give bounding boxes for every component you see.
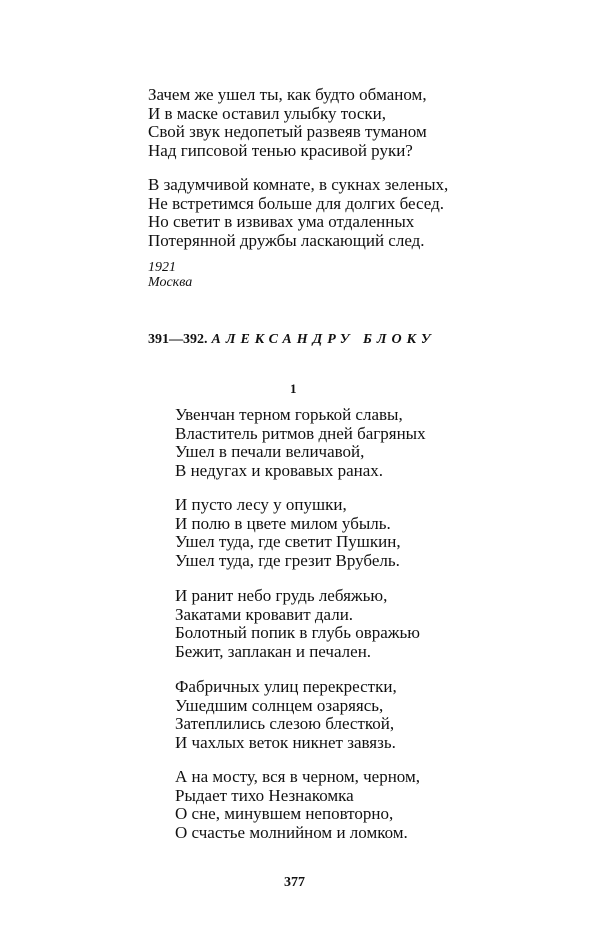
poem-line: Ушел в печали величавой, [175, 442, 365, 461]
poem-stanza [148, 176, 448, 250]
poem-stanza [175, 496, 401, 570]
poem-line: Зачем же ушел ты, как будто обманом, [148, 85, 427, 104]
poem-line: О счастье молнийном и ломком. [175, 822, 408, 842]
page-number: 377 [284, 875, 305, 890]
poem-line: И в маске оставил улыбку тоски, [148, 103, 387, 123]
poem-line: Потерянной дружбы ласкающий след. [148, 230, 425, 250]
poem-stanza [175, 768, 420, 842]
poem-line: Ушел туда, где грезит Врубель. [175, 550, 400, 570]
poem-line: И ранит небо грудь лебяжью, [175, 586, 388, 605]
poem-line: Болотный попик в глубь овражью [175, 623, 420, 642]
poem-line: И чахлых веток никнет завязь. [175, 732, 396, 752]
poem-line: Фабричных улиц перекрестки, [175, 677, 397, 696]
poem-line: О сне, минувшем неповторно, [175, 804, 394, 823]
poem-line: Рыдает тихо Незнакомка [175, 785, 354, 805]
poem-stanza [175, 406, 426, 480]
poem-dateline [148, 260, 192, 290]
poem-line: Затеплились слезою блесткой, [175, 714, 395, 733]
poem-line: Но светит в извивах ума отдаленных [148, 212, 415, 231]
section-number: 1 [290, 381, 297, 396]
poem-stanza [175, 587, 420, 661]
poem-line: А на мосту, вся в черном, черном, [175, 767, 420, 786]
poem-line: Над гипсовой тенью красивой руки? [148, 140, 413, 160]
poem-line: Бежит, заплакан и печален. [175, 641, 372, 661]
poem-place: Москва [148, 275, 193, 290]
poem-line: Свой звук недопетый развеяв туманом [148, 122, 427, 141]
poem-number: 391—392. [148, 332, 208, 347]
poem-title: АЛЕКСАНДРУ БЛОКУ [211, 332, 436, 347]
poem-line: Ушел туда, где светит Пушкин, [175, 532, 401, 551]
poem-heading [148, 332, 436, 348]
poem-stanza [175, 678, 397, 752]
poem-line: Не встретимся больше для долгих бесед. [148, 193, 444, 213]
poem-line: И пусто лесу у опушки, [175, 495, 347, 514]
poem-line: Властитель ритмов дней багряных [175, 423, 426, 443]
poem-line: Ушедшим солнцем озаряясь, [175, 695, 384, 715]
poem-line: Увенчан терном горькой славы, [175, 405, 403, 424]
poem-year: 1921 [148, 260, 176, 275]
poem-line: В задумчивой комнате, в сукнах зеленых, [148, 175, 449, 194]
poem-line: Закатами кровавит дали. [175, 604, 354, 624]
poem-line: И полю в цвете милом убыль. [175, 513, 391, 533]
poem-stanza [148, 86, 427, 160]
poem-line: В недугах и кровавых ранах. [175, 460, 384, 480]
